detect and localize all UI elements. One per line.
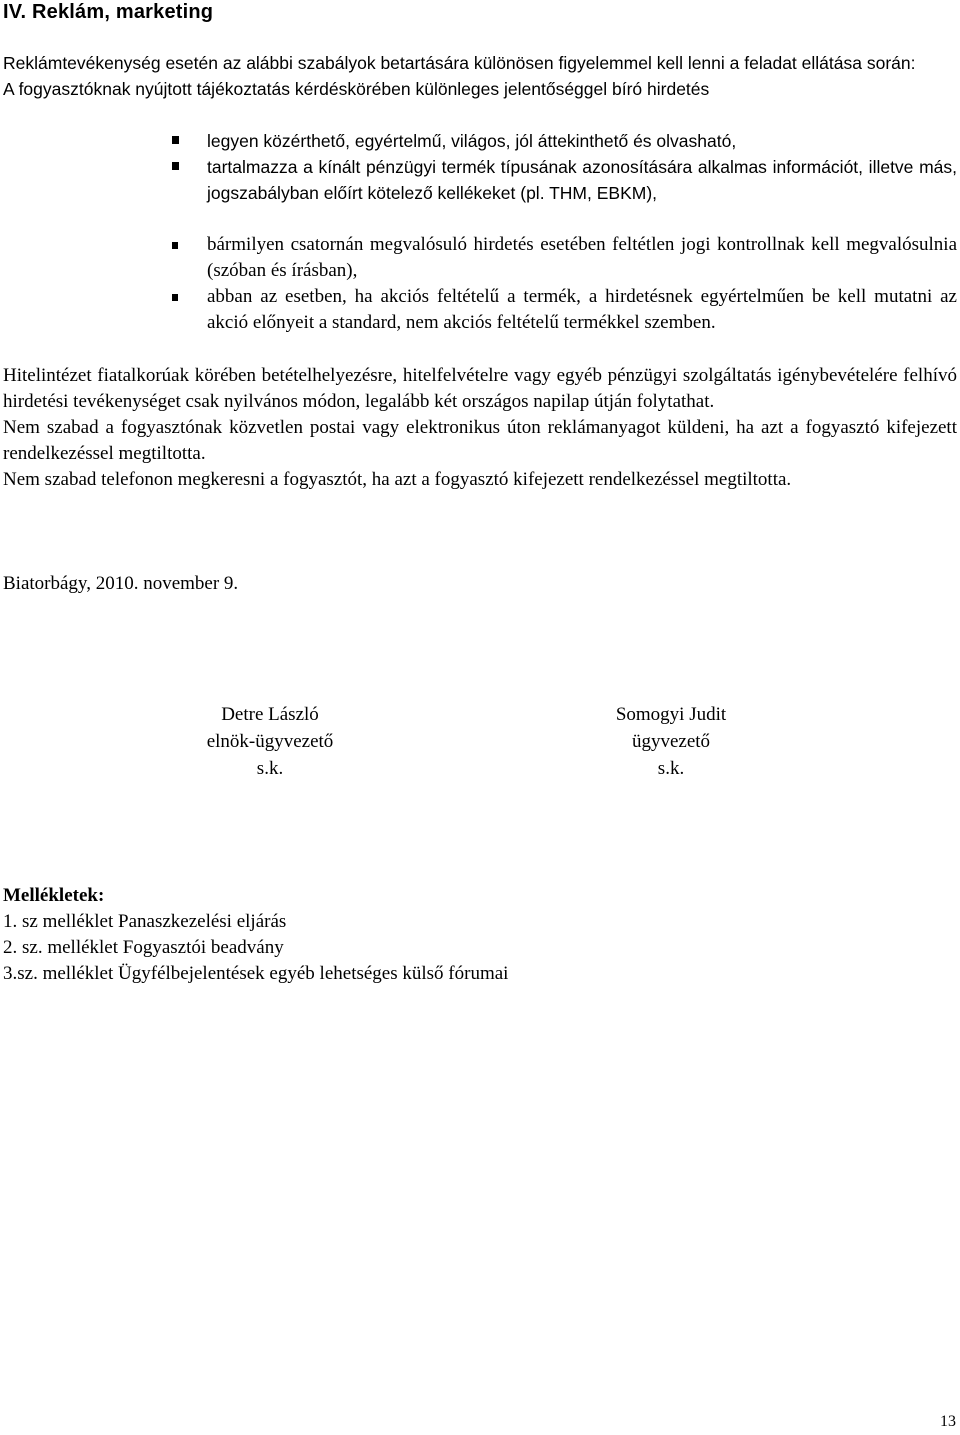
page-number: 13	[940, 1413, 956, 1430]
bullet-square-icon	[172, 242, 178, 249]
body-paragraph: Hitelintézet fiatalkorúak körében betételhelyezésre, hitelfelvételre vagy egyéb pénzügyi szolgáltatás igénybevételére felhívó hirdetési tevékenységet csak nyilvános módon, legalább két országos napilap útján folytathat.	[3, 365, 957, 412]
signer-title: ügyvezető	[631, 731, 711, 752]
attachment-item: 3.sz. melléklet Ügyfélbejelentések egyéb lehetséges külső fórumai	[3, 963, 509, 984]
intro-block	[3, 50, 957, 102]
signature-block-left	[140, 701, 400, 782]
attachment-item: 2. sz. melléklet Fogyasztói beadvány	[3, 937, 284, 958]
bullet-square-icon	[172, 136, 179, 144]
body-paragraph: Nem szabad telefonon megkeresni a fogyasztót, ha azt a fogyasztó kifejezett rendelkezéssel megtiltotta.	[3, 469, 792, 490]
list-item	[0, 232, 957, 284]
bullet-list-serif	[0, 232, 960, 336]
attachments-section	[3, 883, 957, 987]
attachment-item: 1. sz melléklet Panaszkezelési eljárás	[3, 911, 287, 932]
section-heading: IV. Reklám, marketing	[3, 1, 214, 23]
signer-note: s.k.	[256, 758, 284, 779]
intro-paragraph: Reklámtevékenység esetén az alábbi szabályok betartására különösen figyelemmel kell lenni a feladat ellátása során:	[3, 53, 916, 73]
signer-title: elnök-ügyvezető	[206, 731, 334, 752]
intro-paragraph: A fogyasztóknak nyújtott tájékoztatás kérdéskörében különleges jelentőséggel bíró hirdetés	[3, 79, 710, 99]
signer-name: Detre László	[221, 704, 319, 725]
list-item-text: tartalmazza a kínált pénzügyi termék típusának azonosítására alkalmas információt, illetve más, jogszabályban előírt kötelező kellékeket (pl. THM, EBKM),	[207, 157, 957, 203]
list-item	[0, 284, 957, 336]
list-item-text: legyen közérthető, egyértelmű, világos, jól áttekinthető és olvasható,	[207, 131, 737, 151]
signer-name: Somogyi Judit	[615, 704, 727, 725]
place-date: Biatorbágy, 2010. november 9.	[3, 573, 239, 594]
bullet-square-icon	[172, 162, 179, 170]
list-item	[0, 128, 957, 154]
signer-note: s.k.	[657, 758, 685, 779]
list-item-text: abban az esetben, ha akciós feltételű a termék, a hirdetésnek egyértelműen be kell mutatni az akció előnyeit a standard, nem akciós feltételű termékkel szemben.	[207, 286, 957, 333]
list-item-text: bármilyen csatornán megvalósuló hirdetés esetében feltétlen jogi kontrollnak kell megvalósulnia (szóban és írásban),	[207, 234, 957, 281]
list-item	[0, 154, 957, 206]
body-paragraph: Nem szabad a fogyasztónak közvetlen postai vagy elektronikus úton reklámanyagot küldeni, ha azt a fogyasztó kifejezett rendelkezéssel megtiltotta.	[3, 417, 957, 464]
bullet-list-sans	[0, 128, 960, 206]
signature-block-right	[541, 701, 801, 782]
attachments-title: Mellékletek:	[3, 885, 105, 906]
bullet-square-icon	[172, 294, 178, 301]
body-paragraphs	[3, 363, 957, 493]
